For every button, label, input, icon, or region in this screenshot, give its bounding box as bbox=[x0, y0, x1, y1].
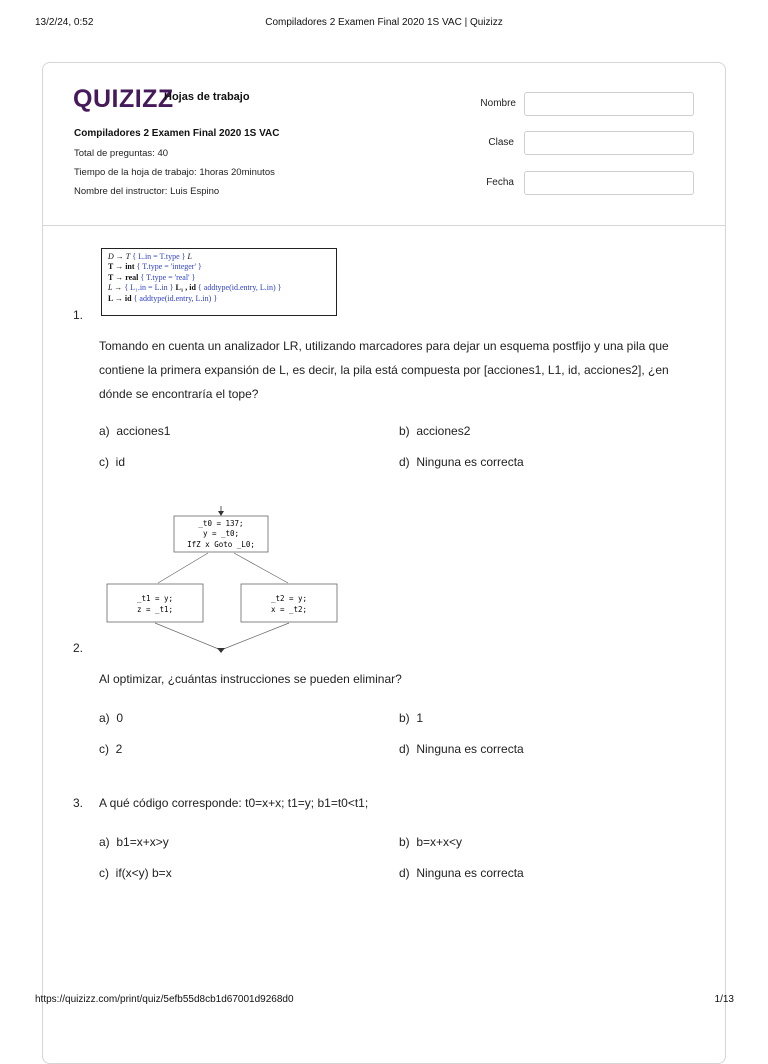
name-field[interactable] bbox=[524, 92, 694, 116]
worksheet-time: Tiempo de la hoja de trabajo: 1horas 20minutos bbox=[74, 167, 275, 178]
q3-option-d[interactable]: d) Ninguna es correcta bbox=[399, 866, 524, 880]
class-label: Clase bbox=[488, 137, 514, 148]
logo-subtitle: Hojas de trabajo bbox=[164, 91, 250, 103]
question-2-number: 2. bbox=[73, 641, 84, 655]
quizizz-logo: QUIZIZZ bbox=[73, 85, 174, 113]
q3-option-b[interactable]: b) b=x+x<y bbox=[399, 835, 463, 849]
cfg-b2-line2: z = _t1; bbox=[136, 605, 174, 614]
q2-option-c[interactable]: c) 2 bbox=[99, 742, 123, 756]
q2-option-d[interactable]: d) Ninguna es correcta bbox=[399, 742, 524, 756]
quiz-title: Compiladores 2 Examen Final 2020 1S VAC bbox=[74, 128, 280, 139]
question-3-number: 3. bbox=[73, 796, 84, 810]
q1-option-c[interactable]: c) id bbox=[99, 455, 126, 469]
q3-option-a[interactable]: a) b1=x+x>y bbox=[99, 835, 169, 849]
print-title: Compiladores 2 Examen Final 2020 1S VAC | Quizizz bbox=[265, 17, 503, 28]
q1-option-b[interactable]: b) acciones2 bbox=[399, 424, 471, 438]
print-date: 13/2/24, 0:52 bbox=[35, 17, 94, 28]
question-2-text: Al optimizar, ¿cuántas instrucciones se pueden eliminar? bbox=[99, 672, 402, 686]
grammar-figure bbox=[101, 248, 337, 316]
name-label: Nombre bbox=[480, 98, 516, 109]
cfg-b3-line1: _t2 = y; bbox=[270, 594, 308, 603]
date-label: Fecha bbox=[486, 177, 514, 188]
cfg-exit-arrowhead bbox=[217, 648, 225, 653]
grammar-rule: L → id { addtype(id.entry, L.in) } bbox=[108, 293, 218, 303]
cfg-block-3 bbox=[241, 584, 337, 622]
question-1-text: Tomando en cuenta un analizador LR, utilizando marcadores para dejar un esquema postfijo y una pila que contiene la primera expansión de L, es decir, la pila está compuesta por [acciones1, L1, id, acciones2], ¿en dónde se encontraría el tope? bbox=[99, 339, 669, 401]
grammar-rule: T → real { T.type = 'real' } bbox=[108, 272, 196, 282]
q1-option-a[interactable]: a) acciones1 bbox=[99, 424, 171, 438]
cfg-exit-right bbox=[221, 623, 289, 650]
page-number: 1/13 bbox=[714, 994, 734, 1005]
cfg-b2-line1: _t1 = y; bbox=[136, 594, 174, 603]
cfg-b3-line2: x = _t2; bbox=[270, 605, 308, 614]
cfg-edge-left bbox=[158, 553, 208, 583]
cfg-entry-arrowhead bbox=[218, 511, 224, 516]
q2-option-b[interactable]: b) 1 bbox=[399, 711, 424, 725]
q2-option-a[interactable]: a) 0 bbox=[99, 711, 124, 725]
instructor-name: Nombre del instructor: Luis Espino bbox=[74, 186, 220, 197]
q1-option-d[interactable]: d) Ninguna es correcta bbox=[399, 455, 524, 469]
date-field[interactable] bbox=[524, 171, 694, 195]
cfg-b1-line1: _t0 = 137; bbox=[198, 519, 244, 528]
print-url[interactable]: https://quizizz.com/print/quiz/5efb55d8cb1d67001d9268d0 bbox=[35, 994, 294, 1005]
grammar-rule: T → int { T.type = 'integer' } bbox=[108, 262, 202, 272]
cfg-block-2 bbox=[107, 584, 203, 622]
cfg-edge-right bbox=[234, 553, 288, 583]
question-1-number: 1. bbox=[73, 308, 84, 322]
grammar-rule: D → T { L.in = T.type } L bbox=[108, 252, 192, 261]
q3-option-c[interactable]: c) if(x<y) b=x bbox=[99, 866, 172, 880]
question-3-text: A qué código corresponde: t0=x+x; t1=y; b1=t0<t1; bbox=[99, 796, 369, 810]
grammar-rule: L → { L₁.in = L.in } L₁ , id { addtype(id.entry, L.in) } bbox=[108, 283, 282, 293]
cfg-exit-left bbox=[155, 623, 221, 650]
worksheet-header bbox=[43, 63, 725, 226]
cfg-b1-line3: IfZ x Goto _L0; bbox=[187, 540, 255, 549]
control-flow-graph bbox=[100, 500, 350, 655]
total-questions: Total de preguntas: 40 bbox=[74, 148, 169, 159]
class-field[interactable] bbox=[524, 131, 694, 155]
cfg-b1-line2: y = _t0; bbox=[202, 529, 240, 538]
